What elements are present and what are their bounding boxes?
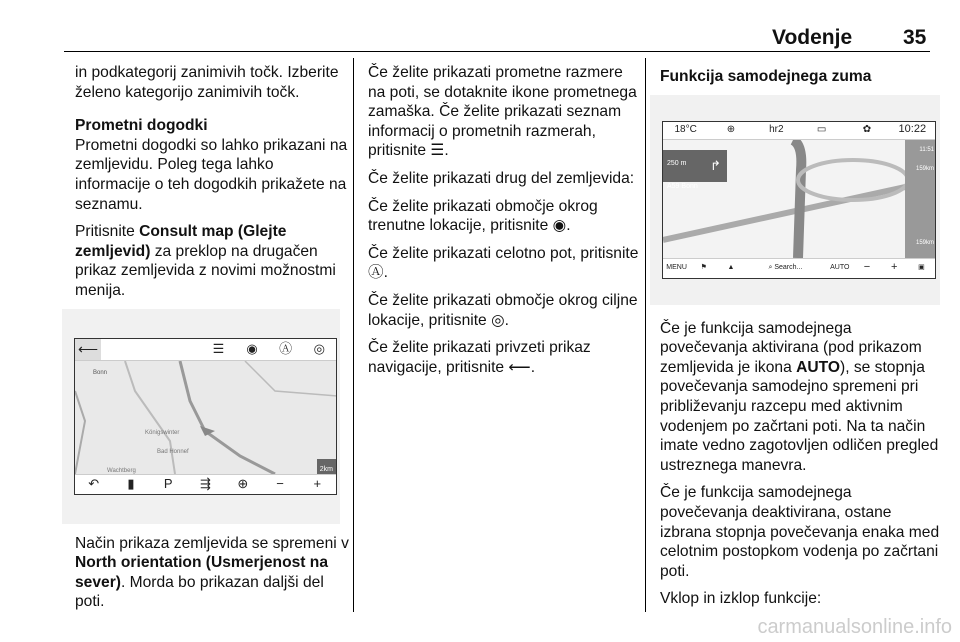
watermark: carmanualsonline.info bbox=[757, 616, 952, 639]
compass-icon[interactable]: ▲ bbox=[727, 264, 735, 272]
paragraph: Če želite prikazati drug del zemljevida: bbox=[368, 169, 635, 187]
back-icon[interactable]: ⟵ bbox=[75, 338, 101, 360]
scale-label: 2km bbox=[317, 459, 336, 481]
search-field[interactable]: ⌕ Search... bbox=[768, 264, 803, 272]
radio-station: hr2 bbox=[769, 124, 784, 136]
temperature: 18°C bbox=[674, 124, 697, 136]
paragraph: Če želite prikazati prometne razmere na poti, se dotaknite ikone prometnega zamaška. Če želite prikazati seznam informacij o prometnih razmerah, pritisnite ☰. bbox=[368, 64, 637, 160]
current-location-icon[interactable]: ◉ bbox=[246, 341, 258, 357]
column-1 bbox=[75, 63, 350, 620]
paragraph: in podkategorij zanimivih točk. Izberite želeno kategorijo zanimivih točk. bbox=[75, 64, 339, 101]
map-screen bbox=[74, 338, 337, 495]
settings-icon[interactable]: ✿ bbox=[862, 124, 872, 136]
subheading: Funkcija samodejnega zuma bbox=[660, 68, 872, 85]
fuel-icon[interactable]: ▮ bbox=[127, 476, 135, 492]
paragraph: Če želite prikazati območje okrog trenutne lokacije, pritisnite ◉. bbox=[368, 197, 598, 235]
flag-icon[interactable]: ⚑ bbox=[700, 264, 707, 272]
destination-icon[interactable]: ◎ bbox=[313, 341, 325, 357]
text: Način prikaza zemljevida se spremeni v bbox=[75, 534, 349, 552]
place-label: Königswinter bbox=[145, 429, 180, 436]
map-screen bbox=[662, 121, 936, 279]
add-icon[interactable]: ⊕ bbox=[237, 476, 249, 492]
menu-term: North orientation (Usmerjenost na sever) bbox=[75, 554, 328, 591]
view-icon[interactable]: ▣ bbox=[918, 264, 925, 272]
column-2 bbox=[368, 63, 640, 385]
text: Pritisnite bbox=[75, 223, 140, 241]
remaining-distance: 159km bbox=[915, 166, 934, 173]
paragraph: Prometni dogodki so lahko prikazani na zemljevidu. Poleg tega lahko informacije o teh dogodkih prikažete na seznamu. bbox=[75, 136, 348, 213]
clock: 10:22 bbox=[898, 123, 927, 136]
list-icon[interactable]: ☰ bbox=[212, 341, 225, 357]
remaining-distance: 159km bbox=[915, 240, 934, 246]
search-placeholder: Search... bbox=[774, 264, 803, 272]
paragraph bbox=[660, 319, 940, 476]
message-icon[interactable]: ▭ bbox=[816, 124, 827, 136]
paragraph: Če želite prikazati celotno pot, pritisnite Ⓐ. bbox=[368, 244, 639, 282]
subheading: Prometni dogodki bbox=[75, 117, 208, 135]
map-roads bbox=[75, 361, 337, 474]
map-figure bbox=[650, 95, 940, 305]
text: . Morda bo prikazan daljši del poti. bbox=[75, 573, 324, 611]
parking-icon[interactable]: P bbox=[163, 476, 173, 492]
paragraph: Če želite prikazati območje okrog ciljne lokacije, pritisnite ◎. bbox=[368, 291, 638, 329]
text: Če je funkcija samodejnega povečevanja aktivirana (pod prikazom zemljevida je ikona bbox=[660, 319, 922, 376]
place-label: Wachtberg bbox=[107, 467, 136, 474]
text: za preklop na drugačen prikaz zemljevida z novimi možnostmi menija. bbox=[75, 242, 336, 299]
column-divider bbox=[645, 58, 646, 612]
globe-icon[interactable]: ⊕ bbox=[726, 124, 736, 136]
place-label: Bonn bbox=[93, 369, 108, 376]
maneuver-road: A59 Bonn bbox=[667, 183, 698, 191]
column-3 bbox=[660, 63, 940, 617]
page-number: 35 bbox=[903, 26, 927, 49]
zoom-in-icon[interactable]: + bbox=[313, 476, 322, 492]
paragraph: Vklop in izklop funkcije: bbox=[660, 590, 822, 608]
menu-term: Consult map (Glejte zemljevid) bbox=[75, 223, 287, 260]
column-divider bbox=[353, 58, 354, 612]
header-rule bbox=[64, 51, 930, 52]
arrival-time: 11:51 bbox=[919, 146, 934, 153]
menu-term: AUTO bbox=[796, 358, 840, 376]
turn-right-icon: ↱ bbox=[710, 157, 721, 173]
maneuver-panel bbox=[663, 150, 727, 191]
menu-button[interactable]: MENU bbox=[666, 264, 687, 272]
paragraph: Če je funkcija samodejnega povečevanja deaktivirana, ostane izbrana stopnja povečevanja enaka med celotnim postopkom vodenja po začrtani poti. bbox=[660, 484, 940, 580]
auto-zoom-button[interactable]: AUTO bbox=[830, 264, 850, 272]
paragraph bbox=[75, 534, 350, 612]
zoom-out-icon[interactable]: − bbox=[276, 476, 284, 492]
route-icon[interactable]: Ⓐ bbox=[279, 341, 293, 357]
poi-icon[interactable]: ⇶ bbox=[200, 476, 211, 492]
maneuver-distance: 250 m bbox=[667, 159, 687, 167]
route-progress-bar bbox=[905, 140, 935, 258]
zoom-in-button[interactable]: + bbox=[890, 261, 898, 274]
text: ), se stopnja povečevanja samodejno spremeni pri približevanju razcepu med aktivnim vodenjem po začrtani poti. Na ta način imate vedno zagotovljen odličen pregled ustreznega manevra. bbox=[660, 358, 939, 474]
zoom-out-button[interactable]: − bbox=[863, 261, 871, 274]
traffic-icon[interactable]: ↶ bbox=[88, 476, 100, 492]
paragraph: Če želite prikazati privzeti prikaz navigacije, pritisnite ⟵. bbox=[368, 339, 591, 376]
paragraph bbox=[75, 222, 350, 300]
map-figure bbox=[62, 309, 340, 524]
place-label: Bad Honnef bbox=[157, 448, 189, 455]
section-title: Vodenje bbox=[772, 26, 853, 49]
